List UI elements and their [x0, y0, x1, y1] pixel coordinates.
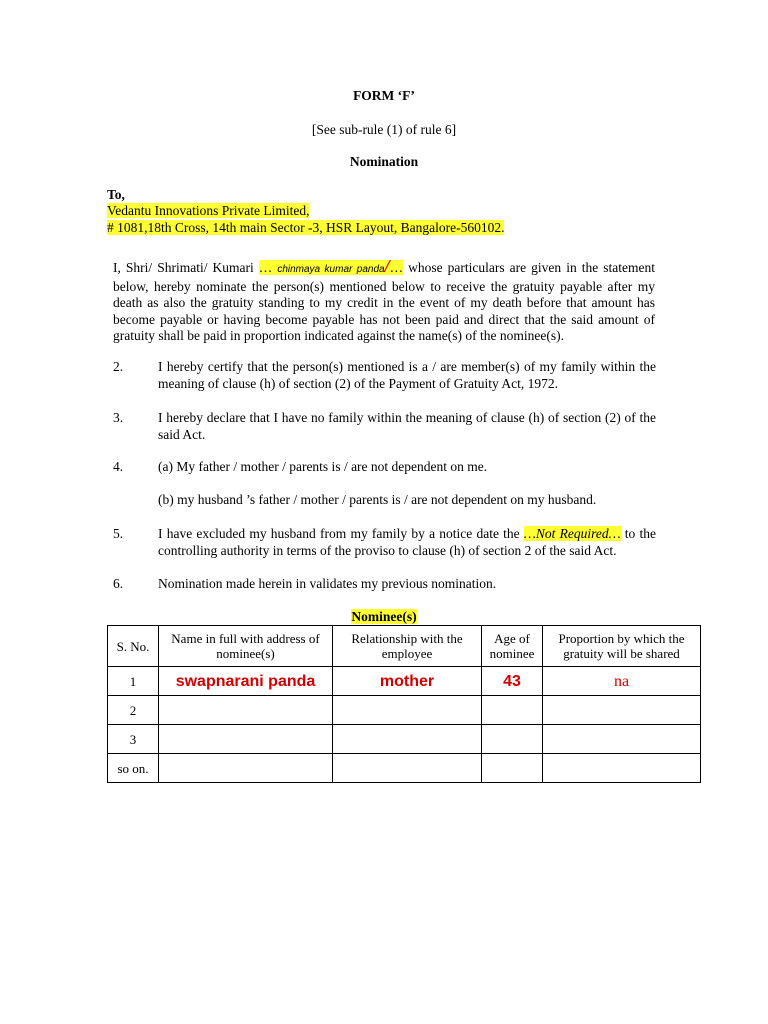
subrule-reference: [See sub-rule (1) of rule 6] [311, 122, 457, 137]
column-header: S. No. [108, 626, 159, 667]
notice-date-field: …Not Required… [523, 526, 621, 541]
cell-age [482, 754, 543, 783]
nominees-table [107, 625, 701, 783]
form-heading: Nomination [349, 154, 419, 169]
column-header: Name in full with address of nominee(s) [159, 626, 333, 667]
item-text: Nomination made herein in validates my previous nomination. [158, 576, 497, 591]
signature-slash: / [384, 256, 390, 276]
cell-age: 43 [482, 667, 543, 696]
item-number: 5. [113, 526, 124, 541]
address-company: Vedantu Innovations Private Limited, [107, 203, 310, 218]
item-number: 2. [113, 359, 124, 374]
cell-sno: 3 [108, 725, 159, 754]
item-number: 3. [113, 410, 124, 425]
declaration-prefix: I, Shri/ Shrimati/ Kumari [113, 260, 254, 275]
cell-sno: 2 [108, 696, 159, 725]
cell-proportion [543, 754, 701, 783]
table-row [108, 725, 701, 754]
cell-age [482, 725, 543, 754]
item-text: (a) My father / mother / parents is / are not dependent on me. [158, 459, 488, 474]
cell-name [159, 725, 333, 754]
item-text: I have excluded my husband from my family by a notice date the …Not Required… to the controlling authority in terms of the proviso to clause (h) of section 2 of the said Act. [158, 526, 657, 558]
cell-sno: so on. [108, 754, 159, 783]
address-street: # 1081,18th Cross, 14th main Sector -3, HSR Layout, Bangalore-560102. [107, 220, 505, 235]
cell-name [159, 754, 333, 783]
employee-name-field: … chinmaya kumar panda/… [258, 256, 404, 276]
cell-proportion [543, 696, 701, 725]
cell-relationship [333, 754, 482, 783]
cell-proportion: na [543, 667, 701, 696]
declaration-body: below, hereby nominate the person(s) mentioned below to receive the gratuity payable after my death as also the gratuity standing to my credit in the event of my death before that amount has become payable or having become payable has not been paid and direct that the said amount of gratuity shall be paid in proportion indicated against the name(s) of the nominee(s). [113, 278, 655, 343]
cell-age [482, 696, 543, 725]
table-header-row [108, 626, 701, 667]
column-header: Relationship with the employee [333, 626, 482, 667]
cell-sno: 1 [108, 667, 159, 696]
item-number: 6. [113, 576, 124, 591]
declaration-paragraph: I, Shri/ Shrimati/ Kumari … chinmaya kumar panda/… whose particulars are given in the statement below, hereby nominate the person(s) mentioned below to receive the gratuity payable after my death as also the gratuity standing to my credit in the event of my death before that amount has become payable or having become payable has not been paid and direct that the said amount of gratuity shall be paid in proportion indicated against the name(s) of the nominee(s). [113, 256, 656, 343]
table-row [108, 696, 701, 725]
nominees-caption: Nominee(s) [351, 609, 417, 624]
table-row [108, 667, 701, 696]
column-header: Age of nominee [482, 626, 543, 667]
cell-relationship: mother [333, 667, 482, 696]
employee-name: chinmaya kumar panda [277, 264, 385, 275]
cell-relationship [333, 696, 482, 725]
table-row [108, 754, 701, 783]
item-subtext: (b) my husband ’s father / mother / parents is / are not dependent on my husband. [158, 492, 597, 507]
item-text: I hereby declare that I have no family within the meaning of clause (h) of section (2) of the said Act. [158, 410, 656, 442]
column-header: Proportion by which the gratuity will be shared [543, 626, 701, 667]
cell-relationship [333, 725, 482, 754]
cell-proportion [543, 725, 701, 754]
cell-name: swapnarani panda [159, 667, 333, 696]
form-title: FORM ‘F’ [353, 88, 415, 103]
item-text: I hereby certify that the person(s) mentioned is a / are member(s) of my family within the meaning of clause (h) of section (2) of the Payment of Gratuity Act, 1972. [158, 359, 656, 391]
item-number: 4. [113, 459, 124, 474]
address-to: To, [107, 187, 125, 202]
cell-name [159, 696, 333, 725]
